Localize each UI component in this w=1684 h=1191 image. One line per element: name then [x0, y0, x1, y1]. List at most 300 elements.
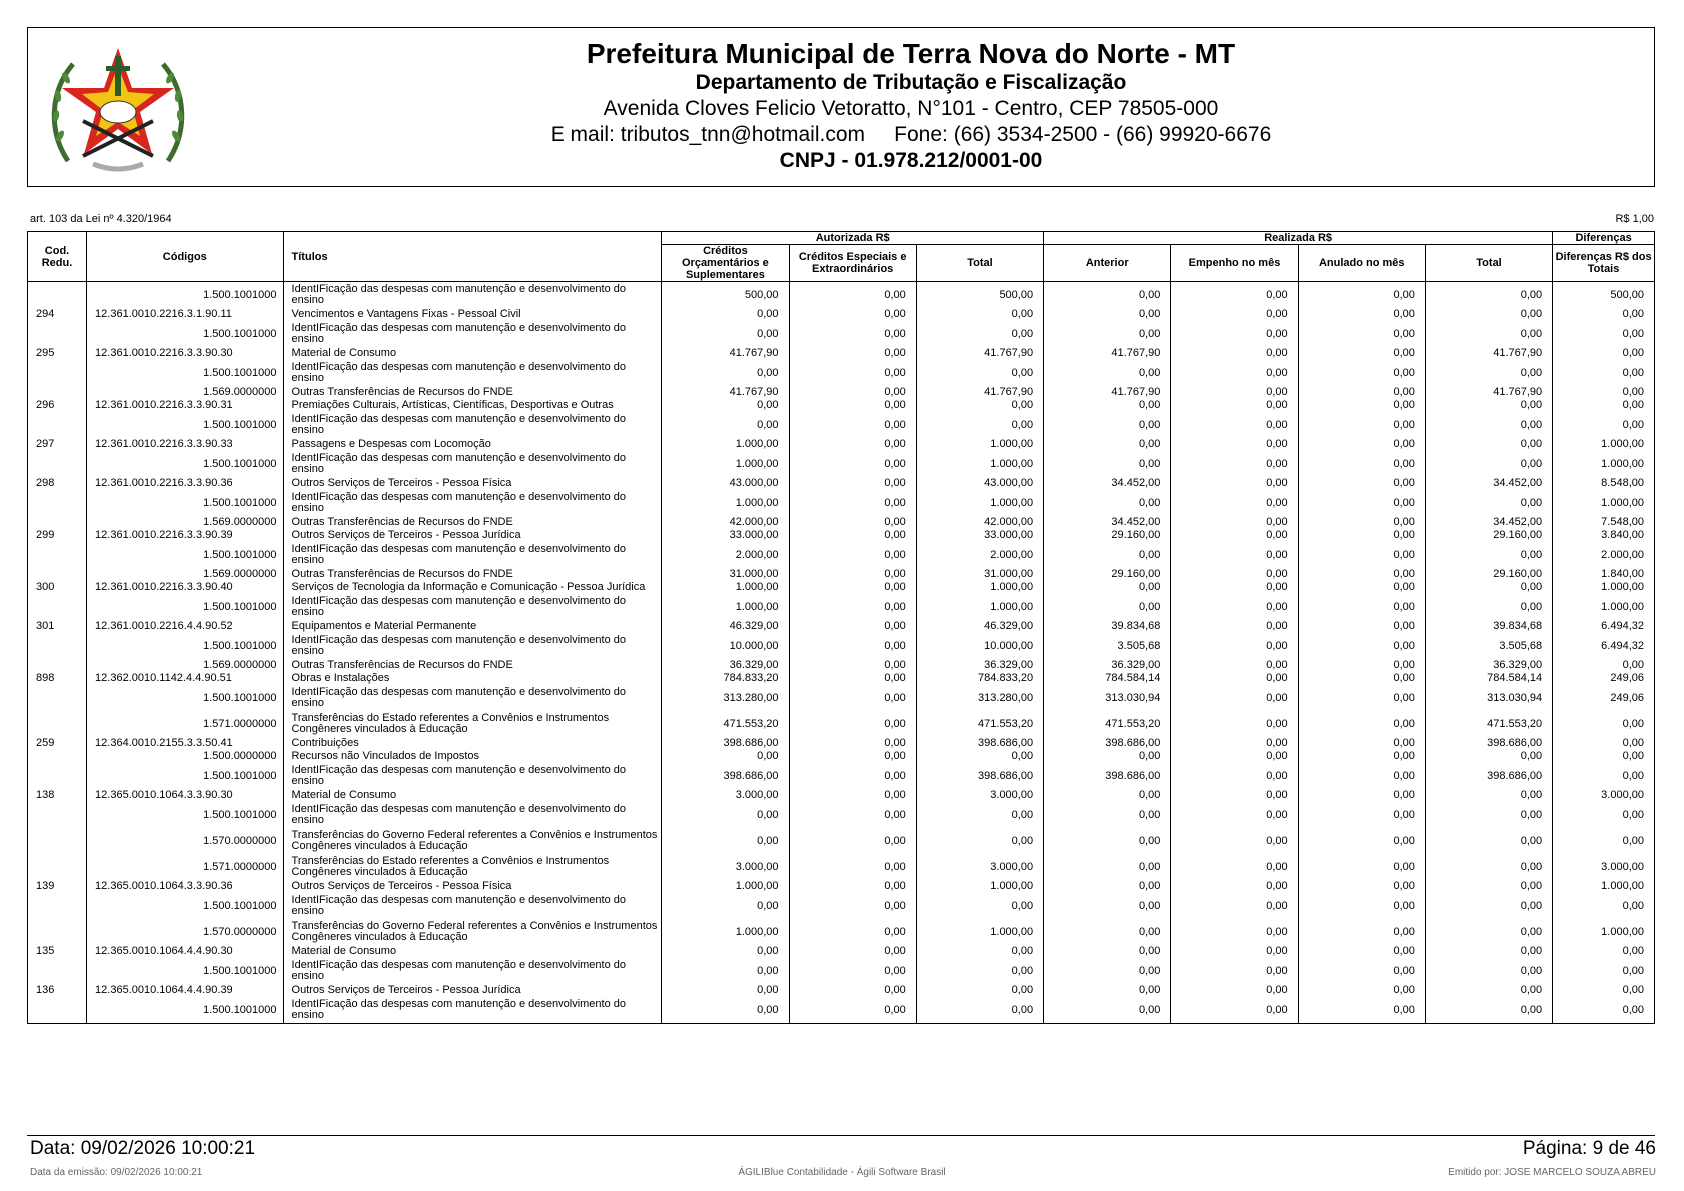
anterior-cell: 0,00: [1044, 581, 1171, 594]
legal-reference: art. 103 da Lei nº 4.320/1964: [30, 213, 172, 225]
total-autorizada-cell: 471.553,20: [916, 711, 1043, 737]
codigo-cell: 12.361.0010.2216.3.3.90.33: [87, 438, 283, 451]
cod-redu-cell: [28, 516, 87, 529]
cod-redu-cell: [28, 750, 87, 763]
total-autorizada-cell: 41.767,90: [916, 386, 1043, 399]
table-row: [28, 919, 1655, 945]
address: Avenida Cloves Felicio Vetoratto, N°101 - Centro, CEP 78505-000: [603, 97, 1219, 120]
creditos-especiais-cell: 0,00: [789, 997, 916, 1024]
anterior-cell: 39.834,68: [1044, 620, 1171, 633]
creditos-orcamentarios-cell: 1.000,00: [662, 438, 789, 451]
titulo-cell: Transferências do Governo Federal referentes a Convênios e Instrumentos Congêneres vinculados à Educação: [283, 919, 662, 945]
diferencas-cell: 0,00: [1553, 360, 1655, 386]
diferencas-cell: 1.000,00: [1553, 438, 1655, 451]
empenho-cell: 0,00: [1171, 750, 1298, 763]
total-autorizada-cell: 784.833,20: [916, 672, 1043, 685]
total-realizada-cell: 34.452,00: [1425, 516, 1552, 529]
diferencas-cell: 0,00: [1553, 321, 1655, 347]
anulado-cell: 0,00: [1298, 984, 1425, 997]
creditos-orcamentarios-cell: 42.000,00: [662, 516, 789, 529]
diferencas-cell: 0,00: [1553, 386, 1655, 399]
codigo-cell: 12.361.0010.2216.3.3.90.36: [87, 477, 283, 490]
col-total-realizada: Total: [1425, 245, 1552, 282]
creditos-orcamentarios-cell: 0,00: [662, 321, 789, 347]
group-autorizada: Autorizada R$: [662, 232, 1044, 245]
report-date: Data: 09/02/2026 10:00:21: [30, 1138, 256, 1159]
titulo-cell: Recursos não Vinculados de Impostos: [283, 750, 662, 763]
empenho-cell: 0,00: [1171, 347, 1298, 360]
anterior-cell: 0,00: [1044, 451, 1171, 477]
anulado-cell: 0,00: [1298, 789, 1425, 802]
diferencas-cell: 0,00: [1553, 399, 1655, 412]
codigo-cell: 1.500.1001000: [87, 360, 283, 386]
anulado-cell: 0,00: [1298, 945, 1425, 958]
budget-table: [27, 231, 1655, 1024]
anterior-cell: 398.686,00: [1044, 763, 1171, 789]
creditos-orcamentarios-cell: 0,00: [662, 308, 789, 321]
table-row: [28, 763, 1655, 789]
table-row: [28, 789, 1655, 802]
creditos-orcamentarios-cell: 398.686,00: [662, 763, 789, 789]
cod-redu-cell: [28, 490, 87, 516]
cod-redu-cell: [28, 685, 87, 711]
titulo-cell: IdentIFicação das despesas com manutenção e desenvolvimento do ensino: [283, 763, 662, 789]
cod-redu-cell: 259: [28, 737, 87, 750]
titulo-cell: Outras Transferências de Recursos do FNDE: [283, 516, 662, 529]
total-realizada-cell: 0,00: [1425, 880, 1552, 893]
empenho-cell: 0,00: [1171, 568, 1298, 581]
titulo-cell: IdentIFicação das despesas com manutenção e desenvolvimento do ensino: [283, 633, 662, 659]
footer-divider: [27, 1135, 1655, 1136]
anulado-cell: 0,00: [1298, 828, 1425, 854]
empenho-cell: 0,00: [1171, 321, 1298, 347]
anulado-cell: 0,00: [1298, 412, 1425, 438]
table-row: [28, 672, 1655, 685]
total-autorizada-cell: 500,00: [916, 282, 1043, 309]
total-autorizada-cell: 2.000,00: [916, 542, 1043, 568]
currency-unit: R$ 1,00: [1615, 213, 1654, 225]
creditos-especiais-cell: 0,00: [789, 490, 916, 516]
total-autorizada-cell: 46.329,00: [916, 620, 1043, 633]
empenho-cell: 0,00: [1171, 477, 1298, 490]
total-realizada-cell: 39.834,68: [1425, 620, 1552, 633]
table-row: [28, 412, 1655, 438]
titulo-cell: Passagens e Despesas com Locomoção: [283, 438, 662, 451]
creditos-especiais-cell: 0,00: [789, 672, 916, 685]
table-row: [28, 386, 1655, 399]
anulado-cell: 0,00: [1298, 672, 1425, 685]
anterior-cell: 0,00: [1044, 750, 1171, 763]
anterior-cell: 0,00: [1044, 594, 1171, 620]
anterior-cell: 0,00: [1044, 490, 1171, 516]
creditos-especiais-cell: 0,00: [789, 529, 916, 542]
cod-redu-cell: [28, 633, 87, 659]
diferencas-cell: 0,00: [1553, 750, 1655, 763]
table-row: [28, 308, 1655, 321]
cod-redu-cell: 300: [28, 581, 87, 594]
creditos-orcamentarios-cell: 0,00: [662, 945, 789, 958]
anterior-cell: 0,00: [1044, 360, 1171, 386]
codigo-cell: 1.500.1001000: [87, 633, 283, 659]
cod-redu-cell: [28, 802, 87, 828]
codigo-cell: 1.500.1001000: [87, 997, 283, 1024]
table-row: [28, 282, 1655, 309]
codigo-cell: 12.365.0010.1064.4.4.90.30: [87, 945, 283, 958]
total-realizada-cell: 0,00: [1425, 594, 1552, 620]
anterior-cell: 0,00: [1044, 802, 1171, 828]
total-autorizada-cell: 0,00: [916, 750, 1043, 763]
cod-redu-cell: [28, 854, 87, 880]
total-autorizada-cell: 0,00: [916, 945, 1043, 958]
anterior-cell: 0,00: [1044, 321, 1171, 347]
creditos-especiais-cell: 0,00: [789, 620, 916, 633]
table-row: [28, 620, 1655, 633]
table-row: [28, 516, 1655, 529]
empenho-cell: 0,00: [1171, 282, 1298, 309]
diferencas-cell: 0,00: [1553, 308, 1655, 321]
titulo-cell: Outros Serviços de Terceiros - Pessoa Jurídica: [283, 529, 662, 542]
diferencas-cell: 0,00: [1553, 802, 1655, 828]
table-row: [28, 594, 1655, 620]
total-realizada-cell: 0,00: [1425, 412, 1552, 438]
creditos-orcamentarios-cell: 1.000,00: [662, 451, 789, 477]
total-realizada-cell: 3.505,68: [1425, 633, 1552, 659]
table-row: [28, 945, 1655, 958]
empenho-cell: 0,00: [1171, 659, 1298, 672]
titulo-cell: Outros Serviços de Terceiros - Pessoa Física: [283, 477, 662, 490]
anterior-cell: 0,00: [1044, 542, 1171, 568]
codigo-cell: 12.361.0010.2216.4.4.90.52: [87, 620, 283, 633]
table-row: [28, 750, 1655, 763]
total-realizada-cell: 471.553,20: [1425, 711, 1552, 737]
table-row: [28, 828, 1655, 854]
titulo-cell: Premiações Culturais, Artísticas, Científicas, Desportivas e Outras: [283, 399, 662, 412]
empenho-cell: 0,00: [1171, 620, 1298, 633]
creditos-especiais-cell: 0,00: [789, 828, 916, 854]
creditos-orcamentarios-cell: 1.000,00: [662, 581, 789, 594]
empenho-cell: 0,00: [1171, 581, 1298, 594]
creditos-especiais-cell: 0,00: [789, 399, 916, 412]
codigo-cell: 1.500.1001000: [87, 802, 283, 828]
creditos-especiais-cell: 0,00: [789, 451, 916, 477]
anterior-cell: 34.452,00: [1044, 477, 1171, 490]
total-realizada-cell: 0,00: [1425, 802, 1552, 828]
page-number: Página: 9 de 46: [1522, 1138, 1656, 1159]
titulo-cell: IdentIFicação das despesas com manutenção e desenvolvimento do ensino: [283, 802, 662, 828]
cod-redu-cell: [28, 321, 87, 347]
creditos-orcamentarios-cell: 398.686,00: [662, 737, 789, 750]
anterior-cell: 398.686,00: [1044, 737, 1171, 750]
titulo-cell: IdentIFicação das despesas com manutenção e desenvolvimento do ensino: [283, 958, 662, 984]
total-realizada-cell: 0,00: [1425, 958, 1552, 984]
titulo-cell: Outras Transferências de Recursos do FNDE: [283, 659, 662, 672]
creditos-orcamentarios-cell: 0,00: [662, 984, 789, 997]
col-creditos-orcamentarios: Créditos Orçamentários e Suplementares: [662, 245, 789, 282]
cod-redu-cell: [28, 711, 87, 737]
col-empenho: Empenho no mês: [1171, 245, 1298, 282]
total-realizada-cell: 0,00: [1425, 438, 1552, 451]
codigo-cell: 1.500.1001000: [87, 542, 283, 568]
total-realizada-cell: 0,00: [1425, 308, 1552, 321]
total-realizada-cell: 34.452,00: [1425, 477, 1552, 490]
creditos-especiais-cell: 0,00: [789, 919, 916, 945]
total-realizada-cell: 0,00: [1425, 750, 1552, 763]
total-autorizada-cell: 3.000,00: [916, 854, 1043, 880]
anulado-cell: 0,00: [1298, 386, 1425, 399]
diferencas-cell: 1.840,00: [1553, 568, 1655, 581]
creditos-orcamentarios-cell: 41.767,90: [662, 386, 789, 399]
codigo-cell: 1.569.0000000: [87, 516, 283, 529]
diferencas-cell: 3.000,00: [1553, 854, 1655, 880]
titulo-cell: Transferências do Estado referentes a Convênios e Instrumentos Congêneres vinculados à Educação: [283, 711, 662, 737]
creditos-orcamentarios-cell: 2.000,00: [662, 542, 789, 568]
empenho-cell: 0,00: [1171, 529, 1298, 542]
creditos-especiais-cell: 0,00: [789, 893, 916, 919]
total-autorizada-cell: 313.280,00: [916, 685, 1043, 711]
diferencas-cell: 0,00: [1553, 763, 1655, 789]
anulado-cell: 0,00: [1298, 919, 1425, 945]
titulo-cell: IdentIFicação das despesas com manutenção e desenvolvimento do ensino: [283, 321, 662, 347]
diferencas-cell: 7.548,00: [1553, 516, 1655, 529]
diferencas-cell: 1.000,00: [1553, 490, 1655, 516]
cod-redu-cell: 294: [28, 308, 87, 321]
total-autorizada-cell: 43.000,00: [916, 477, 1043, 490]
empenho-cell: 0,00: [1171, 880, 1298, 893]
creditos-orcamentarios-cell: 0,00: [662, 412, 789, 438]
anterior-cell: 0,00: [1044, 945, 1171, 958]
table-row: [28, 854, 1655, 880]
titulo-cell: IdentIFicação das despesas com manutenção e desenvolvimento do ensino: [283, 490, 662, 516]
empenho-cell: 0,00: [1171, 672, 1298, 685]
diferencas-cell: 0,00: [1553, 412, 1655, 438]
creditos-especiais-cell: 0,00: [789, 282, 916, 309]
anulado-cell: 0,00: [1298, 997, 1425, 1024]
total-realizada-cell: 0,00: [1425, 282, 1552, 309]
creditos-especiais-cell: 0,00: [789, 685, 916, 711]
total-autorizada-cell: 1.000,00: [916, 581, 1043, 594]
titulo-cell: Material de Consumo: [283, 789, 662, 802]
creditos-orcamentarios-cell: 0,00: [662, 997, 789, 1024]
table-row: [28, 321, 1655, 347]
cod-redu-cell: [28, 659, 87, 672]
titulo-cell: Outras Transferências de Recursos do FNDE: [283, 386, 662, 399]
anterior-cell: 471.553,20: [1044, 711, 1171, 737]
total-realizada-cell: 0,00: [1425, 451, 1552, 477]
cod-redu-cell: 296: [28, 399, 87, 412]
diferencas-cell: 0,00: [1553, 828, 1655, 854]
creditos-especiais-cell: 0,00: [789, 386, 916, 399]
anulado-cell: 0,00: [1298, 711, 1425, 737]
cod-redu-cell: [28, 282, 87, 309]
total-realizada-cell: 0,00: [1425, 399, 1552, 412]
creditos-especiais-cell: 0,00: [789, 360, 916, 386]
total-autorizada-cell: 0,00: [916, 958, 1043, 984]
titulo-cell: Material de Consumo: [283, 945, 662, 958]
anulado-cell: 0,00: [1298, 347, 1425, 360]
table-row: [28, 490, 1655, 516]
empenho-cell: 0,00: [1171, 997, 1298, 1024]
titulo-cell: IdentIFicação das despesas com manutenção e desenvolvimento do ensino: [283, 360, 662, 386]
creditos-especiais-cell: 0,00: [789, 581, 916, 594]
anterior-cell: 784.584,14: [1044, 672, 1171, 685]
creditos-especiais-cell: 0,00: [789, 594, 916, 620]
anulado-cell: 0,00: [1298, 620, 1425, 633]
codigo-cell: 1.500.1001000: [87, 451, 283, 477]
diferencas-cell: 0,00: [1553, 984, 1655, 997]
codigo-cell: 1.571.0000000: [87, 711, 283, 737]
anulado-cell: 0,00: [1298, 477, 1425, 490]
total-autorizada-cell: 0,00: [916, 308, 1043, 321]
diferencas-cell: 3.000,00: [1553, 789, 1655, 802]
codigo-cell: 1.571.0000000: [87, 854, 283, 880]
empenho-cell: 0,00: [1171, 893, 1298, 919]
creditos-especiais-cell: 0,00: [789, 308, 916, 321]
diferencas-cell: 249,06: [1553, 672, 1655, 685]
empenho-cell: 0,00: [1171, 828, 1298, 854]
creditos-especiais-cell: 0,00: [789, 321, 916, 347]
anterior-cell: 3.505,68: [1044, 633, 1171, 659]
col-titulos: Títulos: [283, 232, 662, 282]
codigo-cell: 12.361.0010.2216.3.3.90.30: [87, 347, 283, 360]
creditos-especiais-cell: 0,00: [789, 958, 916, 984]
empenho-cell: 0,00: [1171, 685, 1298, 711]
anterior-cell: 0,00: [1044, 282, 1171, 309]
contact-info: E mail: tributos_tnn@hotmail.com Fone: (66) 3534-2500 - (66) 99920-6676: [550, 123, 1272, 146]
total-autorizada-cell: 0,00: [916, 399, 1043, 412]
diferencas-cell: 0,00: [1553, 893, 1655, 919]
anterior-cell: 0,00: [1044, 984, 1171, 997]
codigo-cell: 1.500.1001000: [87, 594, 283, 620]
titulo-cell: Contribuições: [283, 737, 662, 750]
anulado-cell: 0,00: [1298, 516, 1425, 529]
total-realizada-cell: 398.686,00: [1425, 737, 1552, 750]
total-autorizada-cell: 0,00: [916, 984, 1043, 997]
cod-redu-cell: 136: [28, 984, 87, 997]
table-row: [28, 958, 1655, 984]
creditos-orcamentarios-cell: 313.280,00: [662, 685, 789, 711]
anterior-cell: 313.030,94: [1044, 685, 1171, 711]
anulado-cell: 0,00: [1298, 568, 1425, 581]
total-autorizada-cell: 1.000,00: [916, 438, 1043, 451]
cod-redu-cell: [28, 997, 87, 1024]
table-row: [28, 477, 1655, 490]
cod-redu-cell: [28, 568, 87, 581]
anulado-cell: 0,00: [1298, 529, 1425, 542]
total-realizada-cell: 0,00: [1425, 997, 1552, 1024]
cod-redu-cell: [28, 412, 87, 438]
cod-redu-cell: [28, 763, 87, 789]
cod-redu-cell: 301: [28, 620, 87, 633]
total-realizada-cell: 36.329,00: [1425, 659, 1552, 672]
anulado-cell: 0,00: [1298, 958, 1425, 984]
creditos-especiais-cell: 0,00: [789, 880, 916, 893]
diferencas-cell: 1.000,00: [1553, 451, 1655, 477]
col-total-autorizada: Total: [916, 245, 1043, 282]
anterior-cell: 36.329,00: [1044, 659, 1171, 672]
codigo-cell: 12.365.0010.1064.3.3.90.30: [87, 789, 283, 802]
total-realizada-cell: 0,00: [1425, 919, 1552, 945]
creditos-orcamentarios-cell: 500,00: [662, 282, 789, 309]
anterior-cell: 0,00: [1044, 789, 1171, 802]
titulo-cell: Serviços de Tecnologia da Informação e Comunicação - Pessoa Jurídica: [283, 581, 662, 594]
anterior-cell: 0,00: [1044, 854, 1171, 880]
codigo-cell: 12.365.0010.1064.3.3.90.36: [87, 880, 283, 893]
creditos-especiais-cell: 0,00: [789, 854, 916, 880]
titulo-cell: Equipamentos e Material Permanente: [283, 620, 662, 633]
creditos-especiais-cell: 0,00: [789, 542, 916, 568]
total-autorizada-cell: 0,00: [916, 321, 1043, 347]
diferencas-cell: 500,00: [1553, 282, 1655, 309]
diferencas-cell: 1.000,00: [1553, 594, 1655, 620]
empenho-cell: 0,00: [1171, 516, 1298, 529]
empenho-cell: 0,00: [1171, 594, 1298, 620]
cod-redu-cell: [28, 893, 87, 919]
creditos-especiais-cell: 0,00: [789, 347, 916, 360]
codigo-cell: 1.500.1001000: [87, 282, 283, 309]
total-realizada-cell: 0,00: [1425, 542, 1552, 568]
titulo-cell: IdentIFicação das despesas com manutenção e desenvolvimento do ensino: [283, 412, 662, 438]
empenho-cell: 0,00: [1171, 308, 1298, 321]
empenho-cell: 0,00: [1171, 633, 1298, 659]
codigo-cell: 12.361.0010.2216.3.3.90.39: [87, 529, 283, 542]
creditos-especiais-cell: 0,00: [789, 802, 916, 828]
empenho-cell: 0,00: [1171, 438, 1298, 451]
codigo-cell: 1.570.0000000: [87, 919, 283, 945]
cod-redu-cell: 297: [28, 438, 87, 451]
codigo-cell: 12.362.0010.1142.4.4.90.51: [87, 672, 283, 685]
anulado-cell: 0,00: [1298, 659, 1425, 672]
anterior-cell: 0,00: [1044, 412, 1171, 438]
col-anulado: Anulado no mês: [1298, 245, 1425, 282]
creditos-especiais-cell: 0,00: [789, 711, 916, 737]
total-autorizada-cell: 33.000,00: [916, 529, 1043, 542]
anulado-cell: 0,00: [1298, 308, 1425, 321]
empenho-cell: 0,00: [1171, 802, 1298, 828]
anterior-cell: 0,00: [1044, 308, 1171, 321]
cod-redu-cell: [28, 594, 87, 620]
creditos-orcamentarios-cell: 0,00: [662, 893, 789, 919]
anterior-cell: 29.160,00: [1044, 529, 1171, 542]
total-realizada-cell: 0,00: [1425, 828, 1552, 854]
creditos-orcamentarios-cell: 471.553,20: [662, 711, 789, 737]
total-autorizada-cell: 398.686,00: [916, 763, 1043, 789]
municipality-title: Prefeitura Municipal de Terra Nova do Norte - MT: [586, 38, 1236, 69]
cod-redu-cell: 139: [28, 880, 87, 893]
table-row: [28, 880, 1655, 893]
creditos-orcamentarios-cell: 3.000,00: [662, 789, 789, 802]
creditos-orcamentarios-cell: 0,00: [662, 360, 789, 386]
empenho-cell: 0,00: [1171, 490, 1298, 516]
total-autorizada-cell: 31.000,00: [916, 568, 1043, 581]
table-row: [28, 438, 1655, 451]
anterior-cell: 41.767,90: [1044, 386, 1171, 399]
creditos-orcamentarios-cell: 41.767,90: [662, 347, 789, 360]
total-autorizada-cell: 398.686,00: [916, 737, 1043, 750]
titulo-cell: Vencimentos e Vantagens Fixas - Pessoal Civil: [283, 308, 662, 321]
anulado-cell: 0,00: [1298, 490, 1425, 516]
issued-by: Emitido por: JOSE MARCELO SOUZA ABREU: [1448, 1167, 1656, 1178]
creditos-especiais-cell: 0,00: [789, 945, 916, 958]
diferencas-cell: 3.840,00: [1553, 529, 1655, 542]
anterior-cell: 41.767,90: [1044, 347, 1171, 360]
creditos-orcamentarios-cell: 1.000,00: [662, 490, 789, 516]
codigo-cell: 1.569.0000000: [87, 386, 283, 399]
total-realizada-cell: 0,00: [1425, 854, 1552, 880]
empenho-cell: 0,00: [1171, 412, 1298, 438]
cod-redu-cell: [28, 828, 87, 854]
titulo-cell: Transferências do Governo Federal referentes a Convênios e Instrumentos Congêneres vinculados à Educação: [283, 828, 662, 854]
diferencas-cell: 1.000,00: [1553, 880, 1655, 893]
